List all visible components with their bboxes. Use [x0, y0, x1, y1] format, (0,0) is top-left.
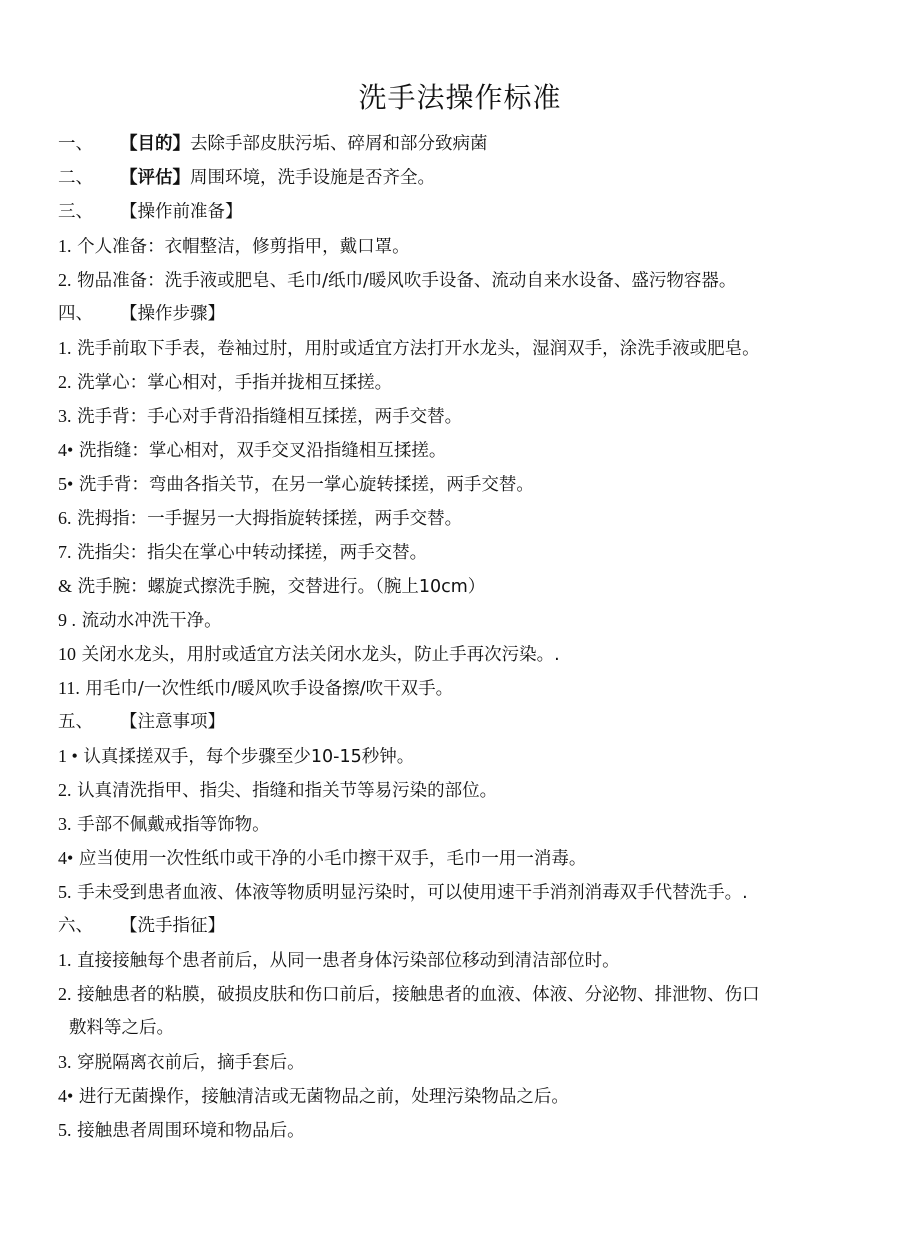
list-item — [58, 365, 858, 399]
section-label: 【目的】 — [120, 134, 190, 154]
line-text: 洗指尖：指尖在掌心中转动揉搓，两手交替。 — [77, 543, 428, 563]
section-label: 【评估】 — [120, 168, 190, 188]
list-item — [58, 1011, 858, 1045]
line-text: 关闭水龙头，用肘或适宜方法关闭水龙头，防止手再次污染。. — [81, 645, 560, 665]
list-item — [58, 1113, 858, 1147]
section-heading — [58, 195, 858, 229]
item-number: 4• — [58, 848, 74, 868]
list-item — [58, 943, 858, 977]
section-number: 二、 — [58, 168, 93, 188]
line-text: 应当使用一次性纸巾或干净的小毛巾擦干双手，毛巾一用一消毒。 — [78, 849, 587, 869]
list-item — [58, 399, 858, 433]
item-number: 3. — [58, 814, 72, 834]
item-number: 7. — [58, 542, 72, 562]
item-number: 1. — [58, 338, 72, 358]
line-text: 洗手腕：螺旋式擦洗手腕，交替进行。（腕上10cm） — [77, 577, 486, 597]
line-text: 流动水冲洗干净。 — [81, 611, 222, 631]
list-item — [58, 569, 858, 603]
section-label: 【洗手指征】 — [120, 916, 225, 936]
section-label: 【操作步骤】 — [120, 304, 225, 324]
list-item — [58, 773, 858, 807]
item-number: 2. — [58, 780, 72, 800]
line-text: 直接接触每个患者前后，从同一患者身体污染部位移动到清洁部位时。 — [77, 951, 620, 971]
list-item — [58, 501, 858, 535]
line-text: 洗指缝：掌心相对，双手交叉沿指缝相互揉搓。 — [78, 441, 447, 461]
item-number: 2. — [58, 270, 72, 290]
line-text: 敷料等之后。 — [69, 1018, 174, 1038]
line-text: 进行无菌操作，接触清洁或无菌物品之前，处理污染物品之后。 — [78, 1087, 569, 1107]
section-label: 【注意事项】 — [120, 712, 225, 732]
item-number: 1 • — [58, 746, 78, 766]
list-item — [58, 739, 858, 773]
line-text: 接触患者周围环境和物品后。 — [77, 1121, 305, 1141]
section-heading — [58, 127, 858, 161]
item-number: 4• — [58, 440, 74, 460]
item-number: 1. — [58, 236, 72, 256]
line-text: 手部不佩戴戒指等饰物。 — [77, 815, 270, 835]
list-item — [58, 875, 858, 909]
section-heading — [58, 161, 858, 195]
section-heading — [58, 297, 858, 331]
page-title: 洗手法操作标准 — [358, 81, 562, 114]
section-heading — [58, 909, 858, 943]
list-item — [58, 1079, 858, 1113]
list-item — [58, 841, 858, 875]
line-text: 洗手背：手心对手背沿指缝相互揉搓，两手交替。 — [77, 407, 463, 427]
section-number: 六、 — [58, 916, 93, 936]
line-text: 周围环境，洗手设施是否齐全。 — [190, 168, 435, 188]
item-number: 3. — [58, 1052, 72, 1072]
section-number: 一、 — [58, 134, 93, 154]
item-number: 2. — [58, 372, 72, 392]
section-number: 五、 — [58, 712, 93, 732]
list-item — [58, 229, 858, 263]
line-text: 穿脱隔离衣前后，摘手套后。 — [77, 1053, 305, 1073]
line-text: 洗手背：弯曲各指关节，在另一掌心旋转揉搓，两手交替。 — [78, 475, 534, 495]
document-body — [58, 127, 858, 1147]
item-number: 5• — [58, 474, 74, 494]
line-text: 接触患者的粘膜，破损皮肤和伤口前后，接触患者的血液、体液、分泌物、排泄物、伤口 — [77, 985, 760, 1005]
line-text: 洗拇指：一手握另一大拇指旋转揉搓，两手交替。 — [77, 509, 463, 529]
item-number: 5. — [58, 1120, 72, 1140]
line-text: 洗掌心：掌心相对，手指并拢相互揉搓。 — [77, 373, 393, 393]
line-text: 洗手前取下手表，卷袖过肘，用肘或适宜方法打开水龙头，湿润双手，涂洗手液或肥皂。 — [77, 339, 760, 359]
list-item — [58, 331, 858, 365]
line-text: 手未受到患者血液、体液等物质明显污染时，可以使用速干手消剂消毒双手代替洗手。. — [77, 883, 748, 903]
item-number: 9 . — [58, 610, 76, 630]
item-number: 3. — [58, 406, 72, 426]
list-item — [58, 433, 858, 467]
list-item — [58, 535, 858, 569]
line-text: 物品准备：洗手液或肥皂、毛巾/纸巾/暖风吹手设备、流动自来水设备、盛污物容器。 — [77, 271, 737, 291]
item-number: 11. — [58, 678, 80, 698]
section-label: 【操作前准备】 — [120, 202, 243, 222]
item-number: 5. — [58, 882, 72, 902]
section-number: 四、 — [58, 304, 93, 324]
line-text: 去除手部皮肤污垢、碎屑和部分致病菌 — [190, 134, 488, 154]
list-item — [58, 603, 858, 637]
list-item — [58, 263, 858, 297]
section-number: 三、 — [58, 202, 93, 222]
item-number: 1. — [58, 950, 72, 970]
section-heading — [58, 705, 858, 739]
item-number: 6. — [58, 508, 72, 528]
list-item — [58, 637, 858, 671]
list-item — [58, 1045, 858, 1079]
item-number: 2. — [58, 984, 72, 1004]
line-text: 用毛巾/一次性纸巾/暖风吹手设备擦/吹干双手。 — [85, 679, 454, 699]
list-item — [58, 977, 858, 1011]
line-text: 个人准备：衣帽整洁，修剪指甲，戴口罩。 — [77, 237, 410, 257]
item-number: 10 — [58, 644, 76, 664]
line-text: 认真揉搓双手，每个步骤至少10-15秒钟。 — [83, 747, 415, 767]
list-item — [58, 807, 858, 841]
item-number: & — [58, 576, 73, 596]
line-text: 认真清洗指甲、指尖、指缝和指关节等易污染的部位。 — [77, 781, 498, 801]
item-number: 4• — [58, 1086, 74, 1106]
list-item — [58, 467, 858, 501]
list-item — [58, 671, 858, 705]
